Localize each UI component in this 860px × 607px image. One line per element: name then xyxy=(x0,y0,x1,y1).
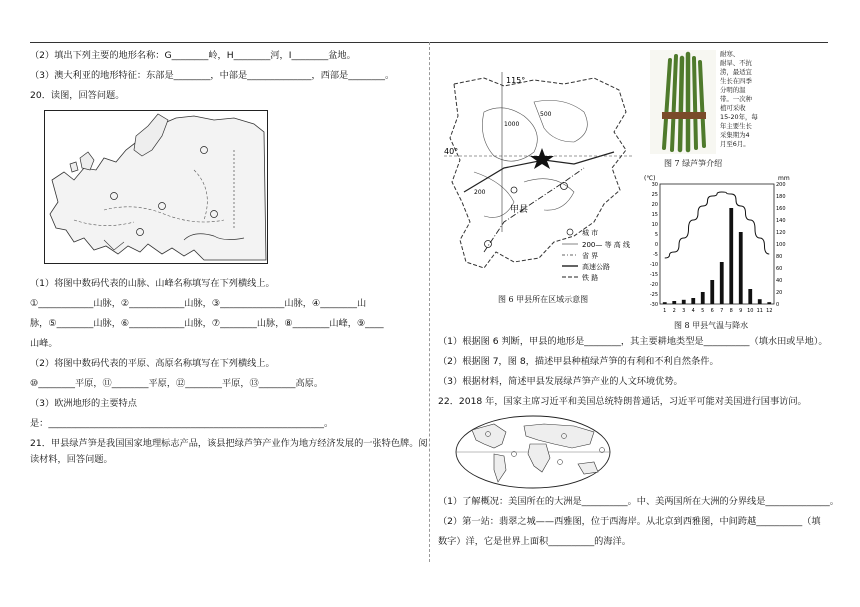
precipitation-bar xyxy=(739,232,743,304)
q19-2: （2）填出下列主要的地形名称：G________岭，H________河，I________盆地。 xyxy=(30,50,356,61)
q21-1: （1）根据图 6 判断，甲县的地形是________，其主要耕地类型是__________（填水田或旱地）。 xyxy=(438,336,828,347)
y2-tick-label: 180 xyxy=(776,194,786,200)
precipitation-bar xyxy=(672,301,676,304)
q20-title: 20．读图，回答问题。 xyxy=(30,90,125,101)
y1-tick-label: -30 xyxy=(649,302,658,308)
longitude-label: 115° xyxy=(506,76,526,85)
month-tick-label: 8 xyxy=(729,308,733,314)
y2-tick-label: 140 xyxy=(776,218,786,224)
y1-tick-label: -10 xyxy=(649,262,658,268)
month-tick-label: 2 xyxy=(672,308,676,314)
y1-tick-label: 15 xyxy=(651,212,658,218)
month-tick-label: 12 xyxy=(766,308,773,314)
q20-2: （2）将图中数码代表的平原、高原名称填写在下列横线上。 xyxy=(30,358,275,369)
precipitation-bar xyxy=(701,292,705,304)
desc-line: 分明的温 xyxy=(720,86,746,94)
desc-line: 月至6月。 xyxy=(720,140,750,148)
precipitation-bar xyxy=(720,262,724,304)
y1-tick-label: -5 xyxy=(653,252,658,258)
month-tick-label: 11 xyxy=(756,308,763,314)
desc-line: 年主要生长 xyxy=(720,122,752,130)
temperature-curve xyxy=(665,192,770,258)
precipitation-bar xyxy=(748,289,752,304)
q22-2-line-b: 数字）洋，它是世界上面积__________的海洋。 xyxy=(438,536,631,547)
desc-line: 涝，最适宜 xyxy=(720,68,752,76)
column-divider xyxy=(429,42,430,562)
q21-3: （3）根据材料，简述甲县发展绿芦笋产业的人文环境优势。 xyxy=(438,376,683,387)
world-map xyxy=(454,414,612,490)
precipitation-bar xyxy=(663,302,667,304)
month-tick-label: 6 xyxy=(710,308,714,314)
q21-intro-b: 读材料，回答问题。 xyxy=(30,454,113,465)
precipitation-bar xyxy=(767,302,771,304)
europe-map xyxy=(44,110,268,264)
q20-1-line-a: ①____________山脉，②____________山脉，③______________山脉，④________山 xyxy=(30,298,367,309)
month-tick-label: 1 xyxy=(663,308,667,314)
desc-line: 耐旱、不抗 xyxy=(720,59,752,67)
contour-200-label: 200 xyxy=(474,189,486,196)
county-map-figure xyxy=(444,72,634,290)
q20-1: （1）将图中数码代表的山脉、山峰名称填写在下列横线上。 xyxy=(30,278,275,289)
legend-city: 城 市 xyxy=(582,229,599,237)
q20-3: （3）欧洲地形的主要特点 xyxy=(30,398,137,409)
y1-tick-label: -20 xyxy=(649,282,658,288)
fig8-caption: 图 8 甲县气温与降水 xyxy=(674,321,749,330)
desc-line: 植可采收 xyxy=(720,104,746,112)
month-tick-label: 10 xyxy=(747,308,754,314)
y2-tick-label: 200 xyxy=(776,182,786,188)
q22-2-line-a: （2）第一站：翡翠之城——西雅图，位于西海岸。从北京到西雅图，中间跨越__________（填 xyxy=(438,516,821,527)
y2-tick-label: 0 xyxy=(776,302,780,308)
q22-title: 22．2018 年，国家主席习近平和美国总统特朗普通话，习近平可能对美国进行国事访问。 xyxy=(438,396,807,407)
month-tick-label: 7 xyxy=(720,308,724,314)
month-tick-label: 4 xyxy=(691,308,695,314)
map-legend xyxy=(562,228,630,282)
contour-1000-label: 1000 xyxy=(504,121,520,128)
q19-3: （3）澳大利亚的地形特征：东部是________，中部是______________，西部是________。 xyxy=(30,70,395,81)
y2-tick-label: 40 xyxy=(776,278,783,284)
precipitation-bar xyxy=(682,300,686,304)
legend-province: 省 界 xyxy=(582,252,599,260)
y1-tick-label: 0 xyxy=(654,242,658,248)
precipitation-bar xyxy=(729,208,733,304)
q22-1: （1）了解概况：美国所在的大洲是__________。中、美两国所在大洲的分界线是______________。 xyxy=(438,496,839,507)
y2-tick-label: 20 xyxy=(776,290,783,296)
y1-tick-label: 20 xyxy=(651,202,658,208)
climate-chart xyxy=(642,172,794,318)
y2-label: mm xyxy=(778,175,790,182)
y1-tick-label: 5 xyxy=(654,232,658,238)
precipitation-bar xyxy=(710,280,714,304)
desc-line: 15-20年，每 xyxy=(720,113,758,121)
y2-tick-label: 100 xyxy=(776,242,786,248)
legend-highway: 高速公路 xyxy=(582,263,610,271)
desc-line: 生长在四季 xyxy=(720,77,752,85)
q21-2: （2）根据图 7，图 8，描述甲县种植绿芦笋的有利和不利自然条件。 xyxy=(438,356,719,367)
legend-railway: 铁 路 xyxy=(582,274,599,282)
y1-tick-label: -25 xyxy=(649,292,658,298)
desc-line: 采集期为4 xyxy=(720,131,750,139)
y1-tick-label: 10 xyxy=(651,222,658,228)
y2-tick-label: 120 xyxy=(776,230,786,236)
month-tick-label: 9 xyxy=(739,308,743,314)
q20-1-line-b: 脉，⑤________山脉，⑥____________山脉，⑦________山脉，⑧________山峰，⑨____ xyxy=(30,318,384,329)
fig6-caption: 图 6 甲县所在区域示意图 xyxy=(498,295,589,304)
month-tick-label: 3 xyxy=(682,308,686,314)
y2-tick-label: 80 xyxy=(776,254,783,260)
q20-1-line-c: 山峰。 xyxy=(30,338,58,349)
q20-2-line-a: ⑩________平原，⑪________平原，⑫________平原，⑬________高原。 xyxy=(30,378,324,389)
y1-tick-label: 25 xyxy=(651,192,658,198)
asparagus-description xyxy=(720,50,772,149)
q20-3-line-a: 是：____________________________________________________________。 xyxy=(30,418,334,429)
y1-label: (℃) xyxy=(644,175,656,182)
desc-line: 带。一次种 xyxy=(720,95,752,103)
county-label: 甲县 xyxy=(510,205,529,215)
y1-tick-label: -15 xyxy=(649,272,658,278)
desc-line: 耐寒、 xyxy=(720,50,740,58)
latitude-label: 40° xyxy=(444,147,459,156)
precipitation-bar xyxy=(691,298,695,304)
precipitation-bar xyxy=(758,299,762,304)
y2-tick-label: 160 xyxy=(776,206,786,212)
asparagus-image xyxy=(650,50,716,154)
contour-500-label: 500 xyxy=(540,111,552,118)
legend-contour: 200— 等 高 线 xyxy=(582,241,631,249)
y1-tick-label: 30 xyxy=(651,182,658,188)
q21-intro-a: 21．甲县绿芦笋是我国国家地理标志产品，该县把绿芦笋产业作为地方经济发展的一张特色牌。阅 xyxy=(30,438,428,449)
month-tick-label: 5 xyxy=(701,308,705,314)
y2-tick-label: 60 xyxy=(776,266,783,272)
fig7-caption: 图 7 绿芦笋介绍 xyxy=(664,159,723,168)
